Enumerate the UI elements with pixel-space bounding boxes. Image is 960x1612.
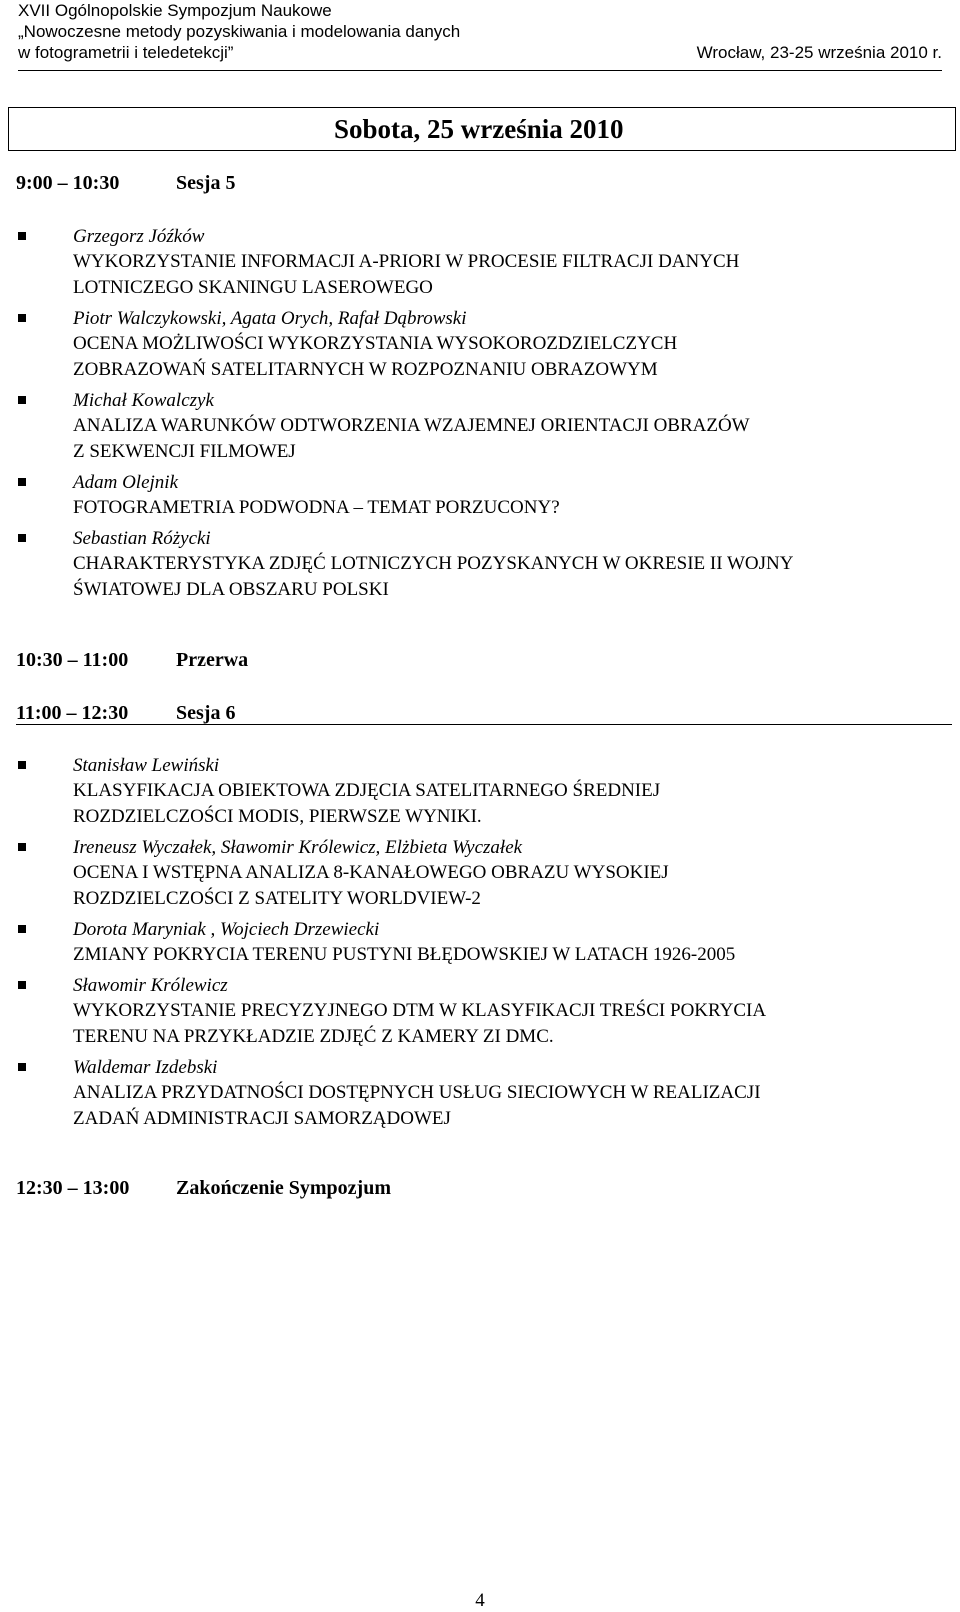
page-header <box>18 0 942 63</box>
item-title-line-1: WYKORZYSTANIE PRECYZYJNEGO DTM W KLASYFIKACJI TREŚCI POKRYCIA <box>73 1000 767 1021</box>
item-title-line-1: CHARAKTERYSTYKA ZDJĘĆ LOTNICZYCH POZYSKANYCH W OKRESIE II WOJNY <box>73 553 794 574</box>
item-title-line-2: LOTNICZEGO SKANINGU LASEROWEGO <box>73 277 433 298</box>
list-item <box>18 526 952 603</box>
item-title-line-2: ROZDZIELCZOŚCI MODIS, PIERWSZE WYNIKI. <box>73 806 482 827</box>
item-title-line-1: KLASYFIKACJA OBIEKTOWA ZDJĘCIA SATELITARNEGO ŚREDNIEJ <box>73 780 661 801</box>
slot-label: Zakończenie Sympozjum <box>176 1177 391 1199</box>
header-line-3 <box>18 42 942 63</box>
item-authors: Sławomir Królewicz <box>73 975 228 996</box>
item-title-line-2: Z SEKWENCJI FILMOWEJ <box>73 441 296 462</box>
item-title-line-1: ANALIZA PRZYDATNOŚCI DOSTĘPNYCH USŁUG SIECIOWYCH W REALIZACJI <box>73 1082 761 1103</box>
list-item <box>18 1055 952 1132</box>
list-item <box>18 917 952 968</box>
slot-time: 10:30 – 11:00 <box>16 649 129 671</box>
bullet-icon <box>18 761 26 769</box>
header-line-3-left: w fotogrametrii i teledetekcji” <box>18 43 234 62</box>
bullet-icon <box>18 232 26 240</box>
item-title-line-2: ŚWIATOWEJ DLA OBSZARU POLSKI <box>73 579 389 600</box>
item-title-line-2: ZADAŃ ADMINISTRACJI SAMORZĄDOWEJ <box>73 1108 451 1129</box>
page-number: 4 <box>475 1590 485 1611</box>
list-item <box>18 973 952 1050</box>
list-item <box>18 224 952 301</box>
slot-time: 12:30 – 13:00 <box>16 1177 130 1199</box>
item-authors: Stanisław Lewiński <box>73 755 220 776</box>
item-authors: Ireneusz Wyczałek, Sławomir Królewicz, Elżbieta Wyczałek <box>73 837 523 858</box>
item-authors: Sebastian Różycki <box>73 528 211 549</box>
item-title-line-2: TERENU NA PRZYKŁADZIE ZDJĘĆ Z KAMERY ZI DMC. <box>73 1026 554 1047</box>
item-authors: Michał Kowalczyk <box>73 390 214 411</box>
slot-session-5 <box>16 170 952 196</box>
list-item <box>18 306 952 383</box>
bullet-icon <box>18 1063 26 1071</box>
bullet-icon <box>18 534 26 542</box>
session-6-list <box>18 753 952 1132</box>
slot-label: Przerwa <box>176 649 249 671</box>
day-title-box <box>8 107 956 151</box>
item-authors: Piotr Walczykowski, Agata Orych, Rafał Dąbrowski <box>73 308 467 329</box>
item-title-line-2: ROZDZIELCZOŚCI Z SATELITY WORLDVIEW-2 <box>73 888 481 909</box>
item-title-line-1: WYKORZYSTANIE INFORMACJI A-PRIORI W PROCESIE FILTRACJI DANYCH <box>73 251 740 272</box>
item-title-line-1: OCENA MOŻLIWOŚCI WYKORZYSTANIA WYSOKOROZDZIELCZYCH <box>73 333 678 354</box>
bullet-icon <box>18 981 26 989</box>
item-authors: Waldemar Izdebski <box>73 1057 218 1078</box>
header-line-1: XVII Ogólnopolskie Sympozjum Naukowe <box>18 1 332 20</box>
day-title: Sobota, 25 września 2010 <box>334 114 624 144</box>
item-title-line-2: ZOBRAZOWAŃ SATELITARNYCH W ROZPOZNANIU OBRAZOWYM <box>73 359 658 380</box>
item-authors: Dorota Maryniak , Wojciech Drzewiecki <box>73 919 380 940</box>
header-line-2: „Nowoczesne metody pozyskiwania i modelowania danych <box>18 22 461 41</box>
bullet-icon <box>18 925 26 933</box>
list-item <box>18 388 952 465</box>
item-title-line-1: FOTOGRAMETRIA PODWODNA – TEMAT PORZUCONY? <box>73 497 560 518</box>
item-title-line-1: OCENA I WSTĘPNA ANALIZA 8-KANAŁOWEGO OBRAZU WYSOKIEJ <box>73 862 669 883</box>
item-title-line-1: ANALIZA WARUNKÓW ODTWORZENIA WZAJEMNEJ ORIENTACJI OBRAZÓW <box>73 415 750 436</box>
slot-closing <box>16 1175 952 1201</box>
header-divider <box>18 70 942 71</box>
list-item <box>18 470 952 521</box>
slot-time: 11:00 – 12:30 <box>16 702 129 724</box>
item-authors: Grzegorz Jóźków <box>73 226 205 247</box>
bullet-icon <box>18 396 26 404</box>
bullet-icon <box>18 314 26 322</box>
slot-time: 9:00 – 10:30 <box>16 172 120 194</box>
header-line-3-right: Wrocław, 23-25 września 2010 r. <box>696 43 942 62</box>
item-authors: Adam Olejnik <box>73 472 179 493</box>
slot-label: Sesja 5 <box>176 172 236 194</box>
bullet-icon <box>18 478 26 486</box>
slot-label: Sesja 6 <box>176 702 236 724</box>
session-5-list <box>18 224 952 603</box>
list-item <box>18 753 952 830</box>
slot-break <box>16 647 952 673</box>
slot-session-6 <box>16 700 952 725</box>
list-item <box>18 835 952 912</box>
item-title-line-1: ZMIANY POKRYCIA TERENU PUSTYNI BŁĘDOWSKIEJ W LATACH 1926-2005 <box>73 944 736 965</box>
bullet-icon <box>18 843 26 851</box>
